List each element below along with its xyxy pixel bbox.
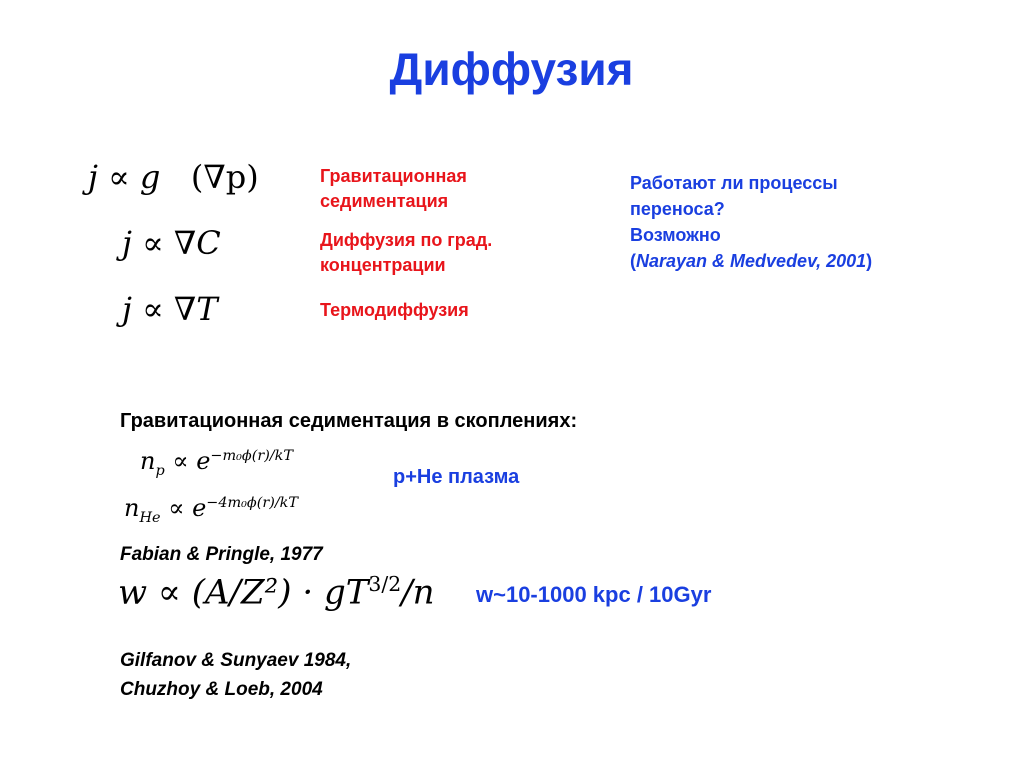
formula-j: j bbox=[122, 290, 132, 328]
reference-text: Narayan & Medvedev, 2001 bbox=[636, 251, 867, 271]
formula-proton-density bbox=[140, 447, 293, 479]
formula-concentration-diffusion bbox=[122, 224, 221, 262]
slide-title: Диффузия bbox=[389, 43, 634, 95]
label-concentration-diffusion bbox=[320, 228, 492, 278]
formula-e: e bbox=[192, 494, 207, 522]
formula-j: j bbox=[88, 158, 98, 196]
label-line: концентрации bbox=[320, 255, 446, 275]
formula-tail: /n bbox=[401, 572, 435, 613]
proportional-symbol: ∝ bbox=[142, 224, 164, 262]
formula-grad-c: ∇C bbox=[173, 224, 221, 262]
formula-helium-density bbox=[124, 494, 298, 526]
formula-grad-p: (∇p) bbox=[190, 158, 259, 196]
drift-estimate: w~10-1000 kpc / 10Gyr bbox=[476, 582, 712, 607]
question-reference: (Narayan & Medvedev, 2001) bbox=[630, 251, 873, 271]
formula-g: g bbox=[139, 158, 161, 196]
exponent: 3/2 bbox=[368, 572, 402, 596]
exponent: −m₀ϕ(r)/kT bbox=[210, 448, 293, 464]
label-grav-sedimentation bbox=[320, 164, 467, 214]
proportional-symbol: ∝ bbox=[172, 447, 189, 475]
proportional-symbol: ∝ bbox=[168, 494, 185, 522]
formula-drift-velocity bbox=[118, 572, 435, 612]
transport-question bbox=[630, 170, 872, 274]
reference-fabian-pringle: Fabian & Pringle, 1977 bbox=[120, 544, 323, 565]
label-thermodiffusion: Термодиффузия bbox=[320, 300, 469, 320]
proportional-symbol: ∝ bbox=[108, 158, 130, 196]
reference-line: Gilfanov & Sunyaev 1984, bbox=[120, 650, 352, 671]
formula-n: n bbox=[140, 447, 156, 475]
proportional-symbol: ∝ bbox=[142, 290, 164, 328]
formula-n: n bbox=[124, 494, 140, 522]
formula-e: e bbox=[196, 447, 211, 475]
section-heading: Гравитационная седиментация в скоплениях: bbox=[120, 410, 578, 432]
references-bottom bbox=[120, 646, 351, 704]
subscript-he: He bbox=[139, 509, 161, 526]
formula-grad-t: ∇T bbox=[173, 290, 218, 328]
label-line: Диффузия по град. bbox=[320, 230, 493, 250]
question-line: Работают ли процессы bbox=[630, 173, 838, 193]
label-line: седиментация bbox=[320, 191, 449, 211]
formula-j: j bbox=[122, 224, 132, 262]
subscript-p: p bbox=[155, 462, 165, 479]
question-line: переноса? bbox=[630, 199, 725, 219]
formula-grav-sedimentation bbox=[88, 158, 259, 196]
label-line: Гравитационная bbox=[320, 166, 467, 186]
reference-line: Chuzhoy & Loeb, 2004 bbox=[120, 679, 323, 700]
question-line: Возможно bbox=[630, 225, 721, 245]
exponent: −4m₀ϕ(r)/kT bbox=[206, 495, 298, 511]
formula-thermodiffusion bbox=[122, 290, 218, 328]
plasma-label: p+He плазма bbox=[393, 466, 520, 488]
formula-w: w ∝ (A/Z²) · gT bbox=[118, 572, 369, 613]
